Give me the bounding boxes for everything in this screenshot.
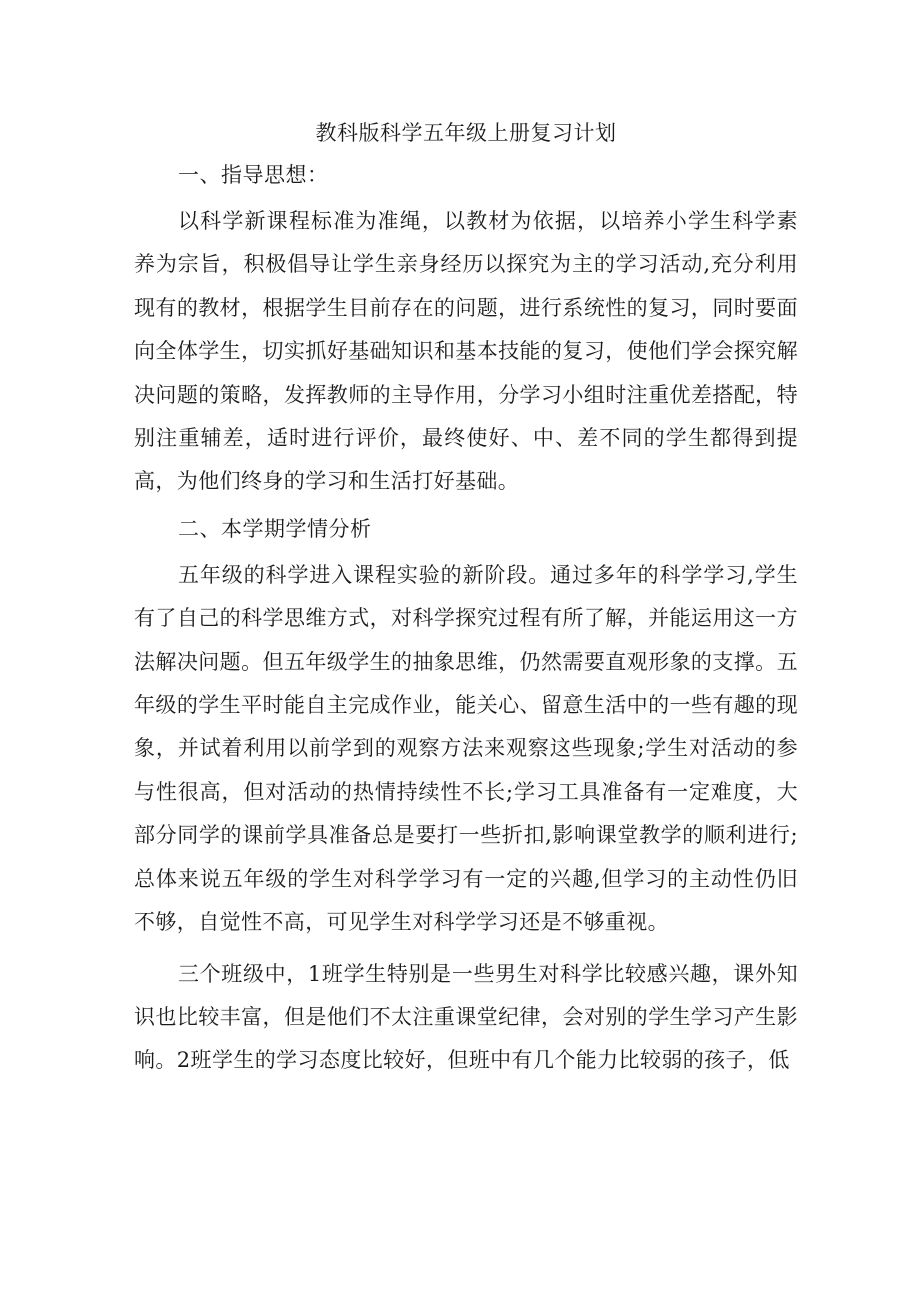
section-heading-student-analysis: 二、本学期学情分析 bbox=[178, 516, 372, 541]
paragraph-student-analysis: 五年级的科学进入课程实验的新阶段。通过多年的科学学习,学生有了自己的科学思维方式，对科学探究过程有所了解，并能运用这一方法解决问题。但五年级学生的抽象思维，仍然需要直观形象的支撑。五年级的学生平时能自主完成作业，能关心、留意生活中的一些有趣的现象，并试着利用以前学到的观察方法来观察这些现象;学生对活动的参与性很高，但对活动的热情持续性不长;学习工具准备有一定难度，大部分同学的课前学具准备总是要打一些折扣,影响课堂教学的顺利进行;总体来说五年级的学生对科学学习有一定的兴趣,但学习的主动性仍旧不够，自觉性不高，可见学生对科学学习还是不够重视。 bbox=[134, 562, 798, 935]
paragraph-class-analysis: 三个班级中，1班学生特别是一些男生对科学比较感兴趣，课外知识也比较丰富，但是他们不太注重课堂纪律，会对别的学生学习产生影响。2班学生的学习态度比较好，但班中有几个能力比较弱的孩子，低 bbox=[134, 961, 798, 1073]
paragraph-guiding-thought: 以科学新课程标准为准绳，以教材为依据，以培养小学生科学素养为宗旨，积极倡导让学生亲身经历以探究为主的学习活动,充分利用现有的教材，根据学生目前存在的问题，进行系统性的复习，同时要面向全体学生，切实抓好基础知识和基本技能的复习，使他们学会探究解决问题的策略，发挥教师的主导作用，分学习小组时注重优差搭配，特别注重辅差，适时进行评价，最终使好、中、差不同的学生都得到提高，为他们终身的学习和生活打好基础。 bbox=[134, 209, 798, 494]
section-heading-guiding-thought: 一、指导思想： bbox=[178, 163, 329, 187]
document-title: 教科版科学五年级上册复习计划 bbox=[315, 121, 617, 145]
